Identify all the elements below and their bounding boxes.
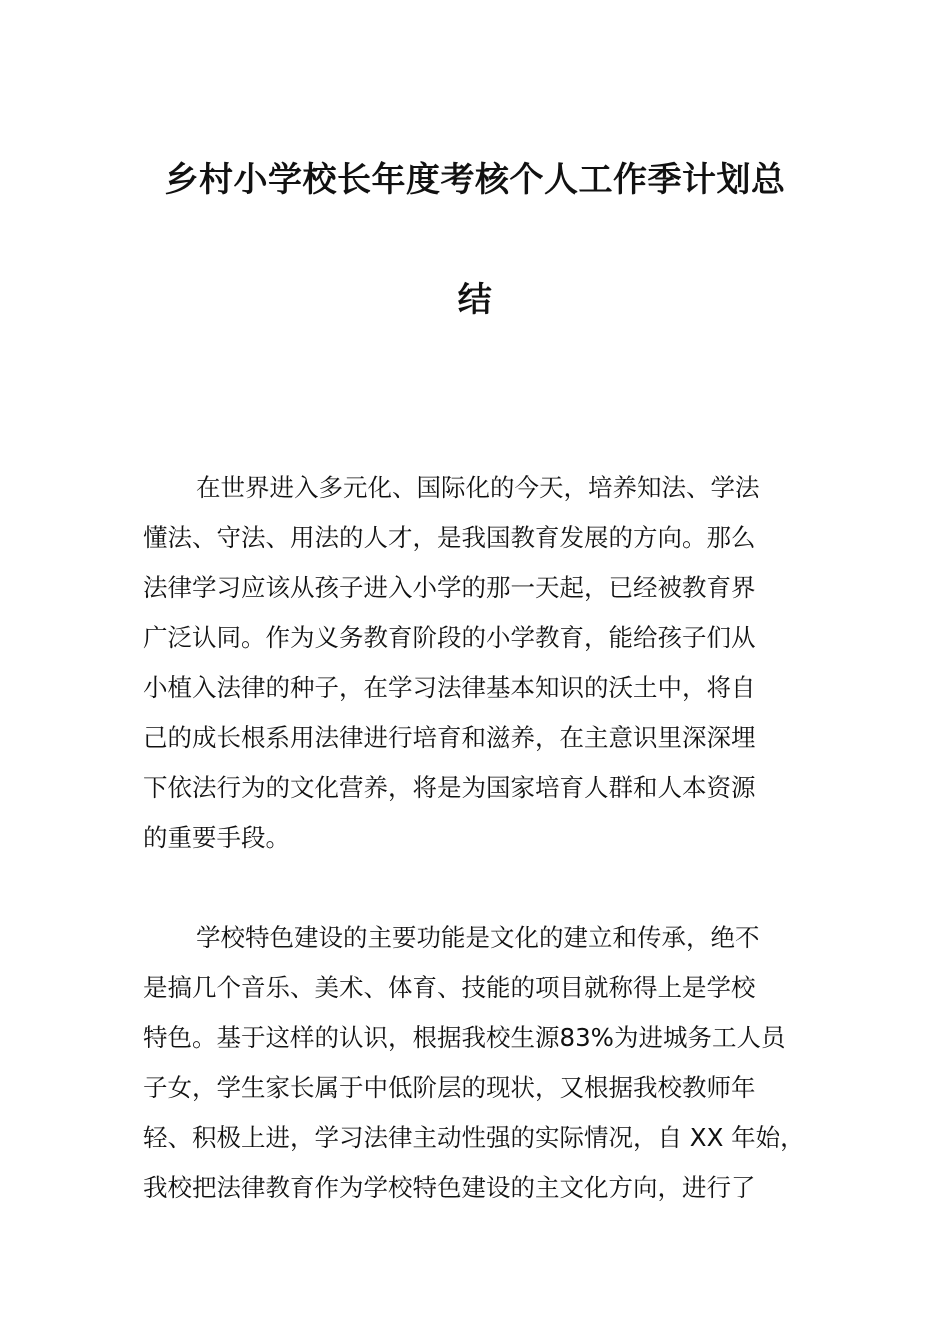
paragraph-line: 己的成长根系用法律进行培育和滋养，在主意识里深深埋 bbox=[143, 723, 756, 752]
document-title-line-1: 乡村小学校长年度考核个人工作季计划总 bbox=[164, 160, 786, 200]
paragraph-line: 法律学习应该从孩子进入小学的那一天起，已经被教育界 bbox=[143, 573, 756, 602]
paragraph-line: 懂法、守法、用法的人才，是我国教育发展的方向。那么 bbox=[143, 523, 756, 552]
paragraph-line: 轻、积极上进，学习法律主动性强的实际情况，自 XX 年始， bbox=[143, 1123, 805, 1152]
paragraph-line: 学校特色建设的主要功能是文化的建立和传承，绝不 bbox=[196, 923, 760, 952]
paragraph-line: 小植入法律的种子，在学习法律基本知识的沃土中，将自 bbox=[143, 673, 756, 702]
paragraph-line: 广泛认同。作为义务教育阶段的小学教育，能给孩子们从 bbox=[143, 623, 756, 652]
document-title-line-2: 结 bbox=[457, 280, 493, 320]
paragraph-line: 是搞几个音乐、美术、体育、技能的项目就称得上是学校 bbox=[143, 973, 756, 1002]
paragraph-line: 子女，学生家长属于中低阶层的现状，又根据我校教师年 bbox=[143, 1073, 756, 1102]
paragraph-2 bbox=[143, 913, 823, 1213]
paragraph-line: 我校把法律教育作为学校特色建设的主文化方向，进行了 bbox=[143, 1173, 756, 1202]
paragraph-line: 特色。基于这样的认识，根据我校生源83%为进城务工人员 bbox=[143, 1023, 786, 1052]
paragraph-line: 的重要手段。 bbox=[143, 823, 290, 852]
paragraph-line: 下依法行为的文化营养，将是为国家培育人群和人本资源 bbox=[143, 773, 756, 802]
paragraph-line: 在世界进入多元化、国际化的今天，培养知法、学法 bbox=[196, 473, 760, 502]
paragraph-1 bbox=[143, 463, 823, 863]
